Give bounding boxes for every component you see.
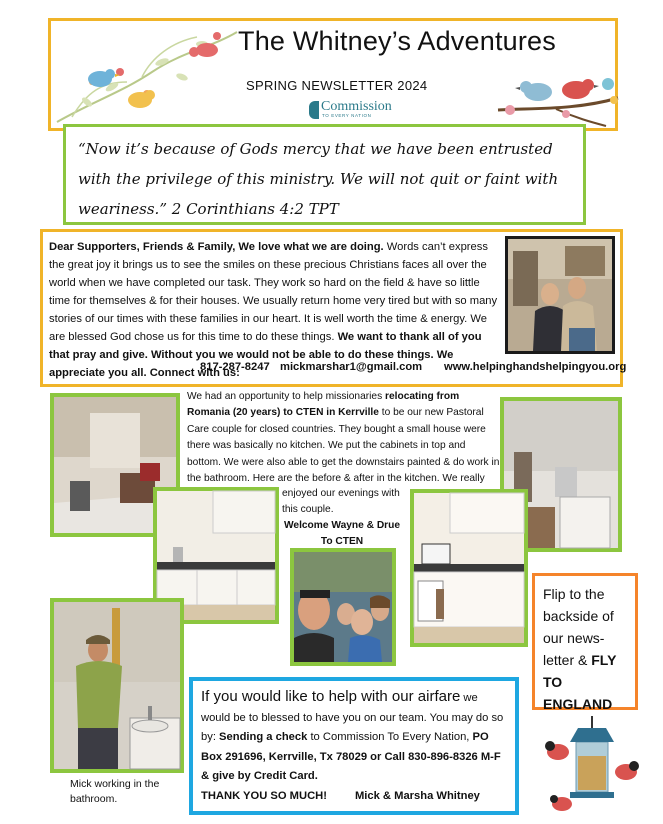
story-paragraph bbox=[187, 389, 502, 487]
newsletter-title: The Whitney’s Adventures bbox=[238, 26, 556, 56]
newsletter-subtitle: SPRING NEWSLETTER 2024 bbox=[246, 78, 428, 93]
help-signoff: Mick & Marsha Whitney bbox=[354, 789, 480, 802]
welcome-text: Welcome Wayne & Drue To CTEN bbox=[283, 520, 401, 548]
help-address: PO Box 291696, Kerrville, Tx 78029 or Call 830-896-8326 M-F & give by Credit Card. bbox=[201, 731, 501, 783]
help-line1: we would be to blessed to have you on our team. You may do so by: bbox=[201, 692, 504, 744]
birds-on-branch-illustration bbox=[496, 70, 620, 130]
kitchen-finished-photo bbox=[410, 489, 528, 647]
couple-photo bbox=[505, 236, 615, 354]
story-body: to be our new Pastoral Care couple for closed countries. They bought a small house were there was basically no kitchen. We put the cabinets in top and bottom. We were also able to get the downstairs painted & do work in the bathroom. Here are the before & after in the kitchen. We really bbox=[187, 407, 500, 485]
help-check-rest: to Commission To Every Nation, bbox=[307, 731, 473, 744]
flip-notice-box bbox=[532, 573, 638, 710]
commission-logo bbox=[305, 99, 395, 121]
logo-mark-icon bbox=[309, 101, 319, 119]
letter-greeting: Dear Supporters, Friends & Family, We love what we are doing. bbox=[49, 241, 384, 253]
story-end: enjoyed our evenings with this couple. bbox=[282, 488, 400, 516]
help-headline: If you would like to help with our airfare bbox=[201, 688, 461, 705]
logo-tagline: TO EVERY NATION bbox=[322, 113, 372, 118]
logo-word: Commission bbox=[321, 99, 392, 114]
contact-email[interactable]: mickmarshar1@gmail.com bbox=[280, 361, 423, 373]
mick-working-photo bbox=[50, 598, 184, 773]
story-intro: We had an opportunity to help missionaries bbox=[187, 391, 386, 402]
contact-row bbox=[46, 361, 627, 379]
flip-text: Flip to the backside of our news-letter & bbox=[543, 586, 614, 668]
floral-branch-left-illustration bbox=[52, 22, 242, 130]
help-thanks: THANK YOU SO MUCH! bbox=[201, 789, 327, 802]
letter-body: Words can’t express the great joy it brings us to see the smiles on these precious Christians faces all over the world when we have completed our task. They work so hard on the field & have so little time for themselves & for their houses. We usually return home very tired but with so many stories of our times with these families in our heart. It is well worth the time & energy. We are blessed God chose us for this time to do these things. bbox=[49, 241, 498, 343]
help-check-bold: Sending a check bbox=[219, 731, 308, 744]
welcome-selfie-photo bbox=[290, 548, 396, 666]
scripture-quote-text: “Now it’s because of Gods mercy that we have been entrusted with the privilege of this ministry. We will not quit or faint with weariness.” 2 Corinthians 4:2 TPT bbox=[78, 140, 559, 218]
contact-phone[interactable]: 817-287-8247 bbox=[200, 361, 270, 373]
flip-bold: FLY TO ENGLAND bbox=[543, 652, 617, 712]
bird-feeder-illustration bbox=[540, 716, 644, 820]
letter-thanks: We want to thank all of you that pray and give. Without you we would not be able to do these things. We appreciate you all. Connect with us: bbox=[49, 331, 482, 379]
story-relocating: relocating from Romania (20 years) to CTEN in Kerrville bbox=[187, 391, 460, 419]
airfare-help-box bbox=[189, 677, 519, 815]
contact-website[interactable]: www.helpinghandshelpingyou.org bbox=[444, 361, 627, 373]
scripture-quote-box bbox=[63, 124, 586, 225]
mick-photo-caption: Mick working in the bathroom. bbox=[70, 778, 160, 805]
